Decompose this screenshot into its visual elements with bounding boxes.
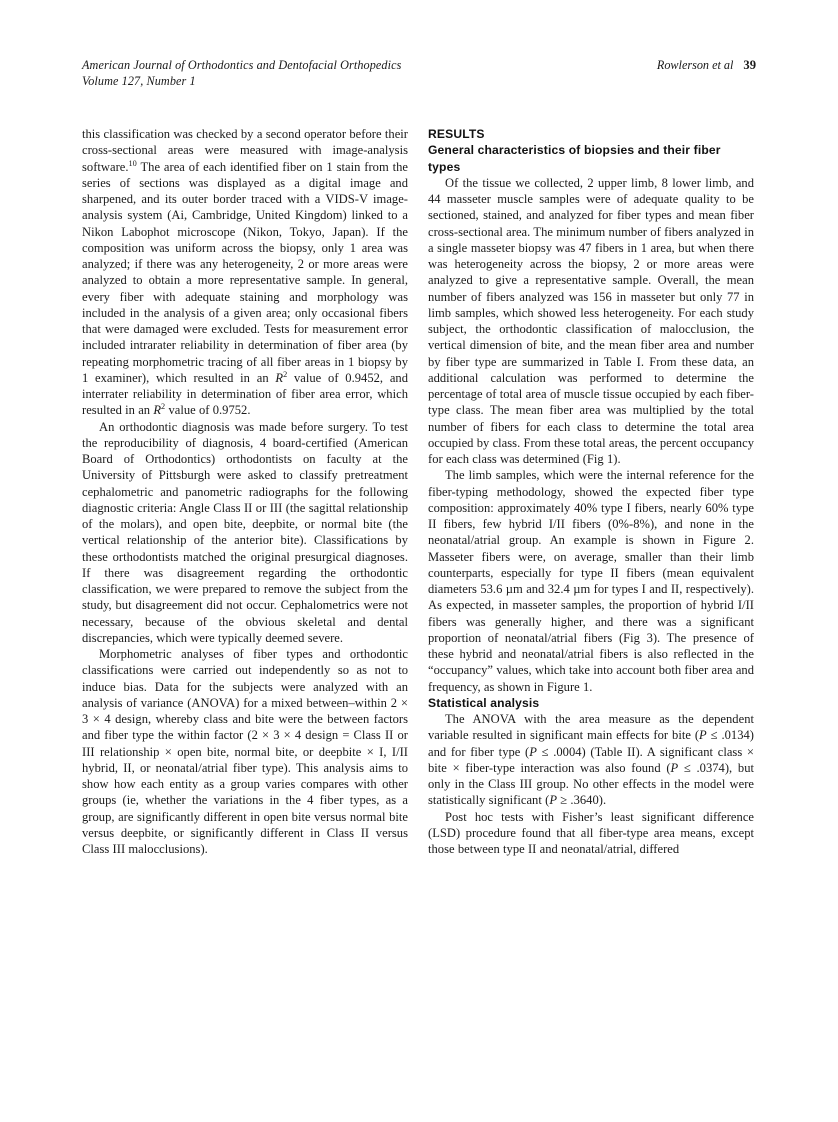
paragraph-methods-continued: this classification was checked by a second operator before their cross-sectional areas were measured with image-analysis software.$^{10}$ The area of each identified fiber on 1 stain from the series of sections was displayed as a digital image and sharpened, and its outer border traced with a VIDS-V image-analysis system (Ai, Cambridge, United Kingdom) linked to a Nikon Labophot microscope (Nikon, Tokyo, Japan). If the composition was uniform across the biopsy, only 1 area was analyzed; if there was any heterogeneity, 2 or more areas were analyzed to obtain a more representative sample. In general, every fiber with adequate staining and morphology was included in the analysis of a given area; only occasional fibers that were damaged were excluded. Tests for measurement error included intrarater reliability in determination of fiber area (by repeating morphometric tracing of all fiber areas in 1 biopsy by 1 examiner), which resulted in an $R^2$ value of 0.9452, and interrater reliability in determination of fiber area error, which resulted in an $R^2$ value of 0.9752. [82,127,408,418]
paragraph-tissue-collected: Of the tissue we collected, 2 upper limb, 8 lower limb, and 44 masseter muscle samples were of adequate quality to be sectioned, stained, and analyzed for fiber types and mean fiber cross-sectional area. The minimum number of fibers analyzed in a single masseter biopsy was 47 fibers in 1 area, but when there was heterogeneity across the biopsy, 2 or more areas were analyzed to give a representative sample. Overall, the mean number of fibers analyzed was 156 in masseter but only 77 in limb samples, which showed less heterogeneity. For each study subject, the orthodontic classification of malocclusion, the vertical dimension of bite, and the mean fiber area and number by fiber type are summarized in Table I. From these data, an additional calculation was performed to determine the percentage of total area of muscle tissue occupied by each fiber-type class. The mean fiber area was multiplied by the total number of fibers for each class to determine the total area occupied by class. From these total areas, the percent occupancy for each class was determined (Fig 1). [428,175,754,467]
running-head [82,58,756,94]
paragraph-limb-samples: The limb samples, which were the internal reference for the fiber-typing methodology, showed the expected fiber type composition: approximately 40% type I fibers, nearly 60% type II fibers, few hybrid I/II fibers (0%-8%), and none in the neonatal/atrial group. An example is shown in Figure 2. Masseter fibers were, on average, smaller than their limb counterparts, especially for type II fibers (mean equivalent diameters 53.6 µm and 32.4 µm for types I and II, respectively). As expected, in masseter samples, the proportion of hybrid I/II fibers was generally higher, and there was a significant proportion of neonatal/atrial fibers (Fig 3). The presence of these hybrid and neonatal/atrial fibers is also reflected in the “occupancy” values, which take into account both fiber area and frequency, as shown in Figure 1. [428,468,754,694]
paragraph-morphometric-analyses: Morphometric analyses of fiber types and orthodontic classifications were carried out independently so as not to induce bias. Data for the subjects were analyzed with an analysis of variance (ANOVA) for a mixed between–within 2 × 3 × 4 design, whereby class and bite were the between factors and fiber type the within factor (2 × 3 × 4 design = Class II or III relationship × open bite, normal bite, or deepbite × I, I/II hybrid, II, or neonatal/atrial fiber type). This analysis aims to show how each entity as a group varies compares with other groups (ie, whether the variations in the 4 fiber types, as a group, are significantly different in open bite versus normal bite versus deepbite, or significantly different in Class II versus Class III malocclusions). [82,647,408,856]
results-section-heading: RESULTS [428,127,485,141]
right-column [428,126,754,857]
subsection-heading-statistical-analysis: Statistical analysis [428,695,540,710]
journal-title: American Journal of Orthodontics and Dentofacial Orthopedics [82,58,402,72]
paragraph-orthodontic-diagnosis: An orthodontic diagnosis was made before surgery. To test the reproducibility of diagnosis, 4 board-certified (American Board of Orthodontics) orthodontists on faculty at the University of Pittsburgh were asked to classify pretreatment cephalometric and panometric radiographs for the following diagnostic criteria: Angle Class II or III (the sagittal relationship of the molars), and open bite, deepbite, or normal bite (the vertical relationship of the anterior bite). Classifications by these orthodontists matched the original presurgical diagnoses. If there was disagreement regarding the orthodontic classification, we were prepared to remove the subject from the study, but disagreement did not occur. Cephalometrics were not necessary, because of the obvious skeletal and dental discrepancies, which were typically deemed severe. [82,419,408,645]
running-head-attribution [657,58,756,74]
running-head-journal [82,58,401,89]
paragraph-post-hoc-tests: Post hoc tests with Fisher’s least significant difference (LSD) procedure found that all fiber-type area means, except those between type II and neonatal/atrial, differed [428,809,754,857]
volume-issue: Volume 127, Number 1 [82,73,196,88]
paragraph-anova-results: The ANOVA with the area measure as the dependent variable resulted in significant main effects for bite (P ≤ .0134) and for fiber type (P ≤ .0004) (Table II). A significant class × bite × fiber-type interaction was also found (P ≤ .0374), but only in the Class III group. No other effects in the model were statistically significant (P ≥ .3640). [428,712,754,808]
page-number: 39 [743,58,756,72]
subsection-heading-general-characteristics: General characteristics of biopsies and their fiber types [428,143,721,174]
left-column [82,126,408,857]
author-citation: Rowlerson et al [656,58,734,72]
